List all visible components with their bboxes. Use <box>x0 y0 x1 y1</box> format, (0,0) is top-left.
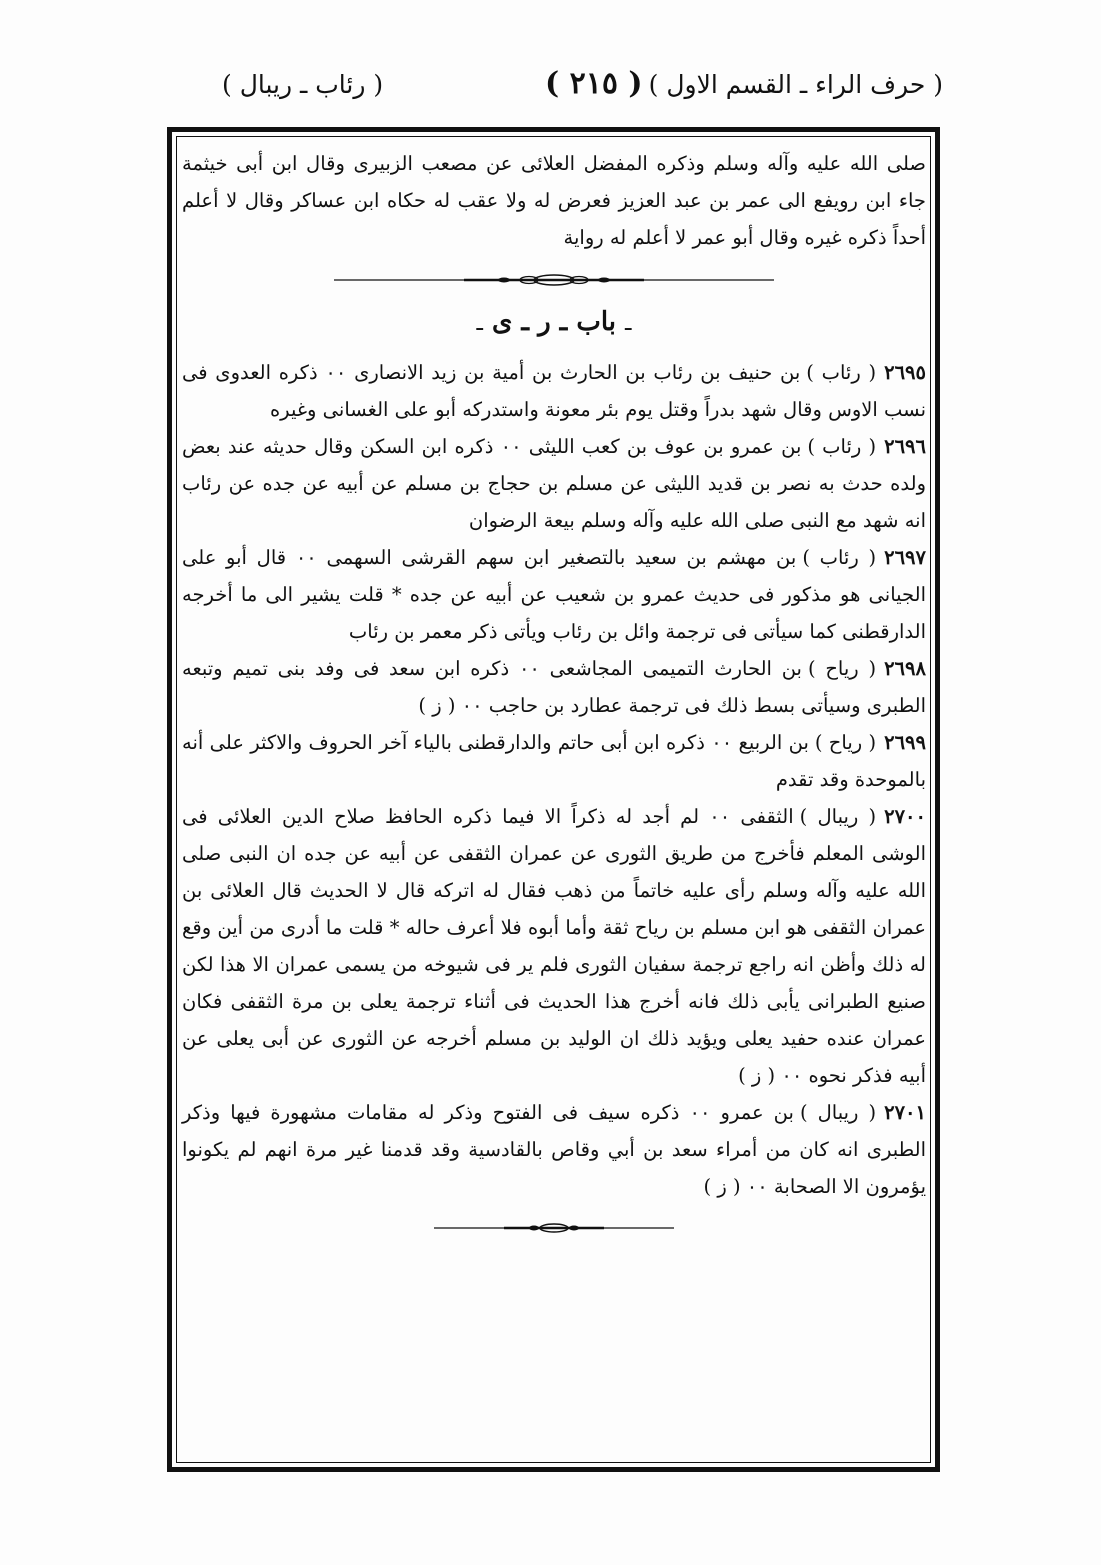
entry-name: ( رئاب ) <box>802 546 877 569</box>
divider-ornament-bottom <box>434 1221 674 1235</box>
entry-paragraph <box>182 724 926 798</box>
intro-paragraph: صلى الله عليه وآله وسلم وذكره المفضل العلائى عن مصعب الزبيرى وقال ابن أبى خيثمة جاء ابن رويفع الى عمر بن عبد العزيز فعرض له ولا عقب له حكاه ابن عساكر وقال لا أعلم أحداً ذكره غيره وقال أبو عمر لا أعلم له رواية <box>182 152 926 249</box>
entry-name: ( رئاب ) <box>806 361 877 384</box>
entry-number: ٢٦٩٧ <box>884 546 926 569</box>
entry-name: ( رياح ) <box>814 731 877 754</box>
entry-text: بن عمرو ٠٠ ذكره سيف فى الفتوح وذكر له مقامات مشهورة فيها وذكر الطبرى انه كان من أمراء سعد بن أبي وقاص بالقادسية وقد قدمنا غير مرة انهم لم يكونوا يؤمرون الا الصحابة ٠٠ ( ز ) <box>182 1101 926 1198</box>
entry-name: ( رياح ) <box>807 657 877 680</box>
page-body <box>182 145 926 1251</box>
entry-text: بن الربيع ٠٠ ذكره ابن أبى حاتم والدارقطنى بالياء آخر الحروف والاكثر على أنه بالموحدة وقد تقدم <box>182 731 926 791</box>
entry-text: بن مهشم بن سعيد بالتصغير ابن سهم القرشى السهمى ٠٠ قال أبو على الجيانى هو مذكور فى حديث عمرو بن شعيب عن أبيه عن جده * قلت يشير الى ما أخرجه الدارقطنى كما سيأتى فى ترجمة وائل بن رئاب ويأتى ذكر معمر بن رئاب <box>182 546 926 643</box>
entry-name: ( ريبال ) <box>799 805 877 828</box>
entry-text: بن عمرو بن عوف بن كعب الليثى ٠٠ ذكره ابن السكن وقال حديثه عند بعض ولده حدث به نصر بن قديد الليثى عن مسلم بن حجاج بن مسلم عن أبيه عن جده عن رئاب انه شهد مع النبى صلى الله عليه وآله وسلم بيعة الرضوان <box>182 435 926 532</box>
flourish-left: ـ <box>476 311 483 336</box>
entry-number: ٢٧٠١ <box>884 1101 926 1124</box>
entries-range: ( رئاب ـ ريبال ) <box>222 70 384 99</box>
entry-text: بن الحارث التميمى المجاشعى ٠٠ ذكره ابن سعد فى وفد بنى تميم وتبعه الطبرى وسيأتى بسط ذلك فى ترجمة عطارد بن حاجب ٠٠ ( ز ) <box>182 657 926 717</box>
entry-paragraph <box>182 650 926 724</box>
page-header <box>0 62 1101 122</box>
entry-text: بن حنيف بن رئاب بن الحارث بن أمية بن زيد الانصارى ٠٠ ذكره العدوى فى نسب الاوس وقال شهد بدراً وقتل يوم بئر معونة واستدركه أبو على الغسانى وغيره <box>182 361 926 421</box>
entry-paragraph <box>182 1094 926 1205</box>
flourish-right: ـ <box>625 311 632 336</box>
entry-number: ٢٦٩٩ <box>884 731 926 754</box>
entry-name: ( ريبال ) <box>799 1101 877 1124</box>
chapter-heading: ( حرف الراء ـ القسم الاول ) <box>648 70 943 99</box>
entry-number: ٢٦٩٥ <box>884 361 926 384</box>
entry-name: ( رئاب ) <box>807 435 877 458</box>
entry-paragraph <box>182 798 926 1094</box>
entry-number: ٢٦٩٨ <box>884 657 926 680</box>
entry-text: الثقفى ٠٠ لم أجد له ذكراً الا فيما ذكره الحافظ صلاح الدين العلائى فى الوشى المعلم فأخرج من طريق الثورى عن عمران الثقفى عن أبيه عن جده ان النبى صلى الله عليه وآله وسلم رأى عليه خاتماً من ذهب فقال له اتركه قال لا الحديث قال العلائى بن عمران الثقفى هو ابن مسلم بن رياح ثقة وأما أبوه فلا أعرف حاله * قلت ما أدرى من أين وقع له ذلك وأظن انه راجع ترجمة سفيان الثورى فلم ير فى شيوخه من يسمى عمران الا هذا لكن صنيع الطبرانى يأبى ذلك فانه أخرج هذا الحديث فى أثناء ترجمة يعلى بن مرة الثقفى فكان عمران عنده حفيد يعلى ويؤيد ذلك ان الوليد بن مسلم أخرجه عن الثورى عن أبى يعلى عن أبيه فذكر نحوه ٠٠ ( ز ) <box>182 805 926 1087</box>
divider-ornament-top <box>334 272 774 288</box>
entries-list <box>182 354 926 1205</box>
section-title-text: باب ـ ر ـ ى <box>492 307 616 337</box>
entry-number: ٢٧٠٠ <box>884 805 926 828</box>
entry-paragraph <box>182 428 926 539</box>
entry-paragraph <box>182 539 926 650</box>
entry-number: ٢٦٩٦ <box>884 435 926 458</box>
entry-paragraph <box>182 354 926 428</box>
page-number: ( ٢١٥ ) <box>545 66 643 101</box>
section-title <box>182 304 926 342</box>
